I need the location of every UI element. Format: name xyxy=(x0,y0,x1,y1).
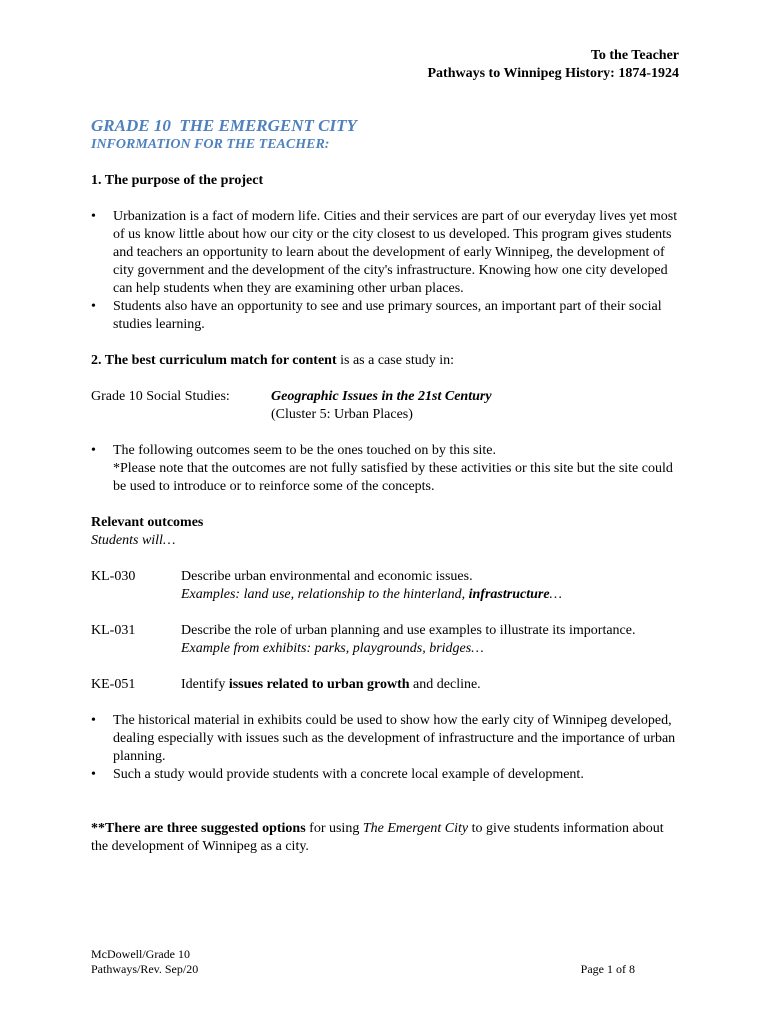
list-item: • Such a study would provide students with a concrete local example of development. xyxy=(91,766,681,784)
outcome-description xyxy=(181,676,681,694)
closing-bullet-list xyxy=(91,712,681,784)
suggested-options-paragraph xyxy=(91,820,681,856)
example-prefix: Examples: land use, relationship to the hinterland, xyxy=(181,587,469,602)
options-italic: The Emergent City xyxy=(362,821,469,836)
outcome-ke-051 xyxy=(91,676,681,694)
outcome-text: Describe the role of urban planning and use examples to illustrate its importance. xyxy=(181,623,636,638)
outcome-code: KE-051 xyxy=(91,677,136,692)
options-middle: for using xyxy=(305,821,363,836)
list-item: • Students also have an opportunity to see and use primary sources, an important part of their social studies learning. xyxy=(91,298,681,334)
options-rest: to give students information about the development of Winnipeg as a city. xyxy=(91,821,664,854)
footer-author: McDowell/Grade 10 xyxy=(91,947,190,961)
outcome-description xyxy=(181,568,681,604)
desc-suffix: and decline. xyxy=(409,677,481,692)
course-title: Geographic Issues in the 21st Century xyxy=(271,389,492,404)
section-2-heading-bold: 2. The best curriculum match for content xyxy=(91,353,337,368)
options-bold: **There are three suggested options xyxy=(91,821,306,836)
document-subtitle: INFORMATION FOR THE TEACHER: xyxy=(91,137,330,152)
outcome-kl-031 xyxy=(91,622,681,658)
section-2-heading-rest: is as a case study in: xyxy=(336,353,455,368)
footer-revision: Pathways/Rev. Sep/20 xyxy=(91,962,199,976)
outcomes-note-line-1: • The following outcomes seem to be the ones touched on by this site. xyxy=(113,443,496,458)
outcome-text: Describe urban environmental and economic issues. xyxy=(181,569,473,584)
running-header xyxy=(428,47,680,83)
students-will-intro: Students will… xyxy=(91,533,176,548)
outcome-code: KL-030 xyxy=(91,569,136,584)
relevant-outcomes-heading: Relevant outcomes xyxy=(91,515,204,530)
desc-bold: issues related to urban growth xyxy=(228,677,410,692)
list-item: • The historical material in exhibits could be used to show how the early city of Winnipeg developed, dealing especially with issues such as the development of infrastructure and the importance of urban planning. xyxy=(91,712,681,766)
list-item: • Urbanization is a fact of modern life. Cities and their services are part of our everyday lives yet most of us know little about how our city or the city closest to us developed. This program gives students and teachers an opportunity to learn about the development of early Winnipeg, the development of city government and the development of the city's infrastructure. Knowing how one city developed can help students when they are examining other urban places. xyxy=(91,208,681,298)
desc-prefix: Identify xyxy=(181,677,229,692)
outcomes-note-list xyxy=(91,442,681,496)
outcome-code: KL-031 xyxy=(91,623,136,638)
course-info xyxy=(271,388,492,424)
section-1-heading: 1. The purpose of the project xyxy=(91,173,264,188)
outcome-description xyxy=(181,622,681,658)
footer-left xyxy=(91,947,198,977)
page-number: Page 1 of 8 xyxy=(580,962,635,976)
grade-label: Grade 10 Social Studies: xyxy=(91,389,230,404)
document-title: GRADE 10 THE EMERGENT CITY xyxy=(91,116,357,135)
outcomes-note-line-2: *Please note that the outcomes are not fully satisfied by these activities or this site but the site could be used to introduce or to reinforce some of the concepts. xyxy=(113,461,673,494)
outcome-example: Example from exhibits: parks, playgrounds, bridges… xyxy=(181,641,484,656)
main-content xyxy=(91,116,681,856)
section-2-heading xyxy=(91,352,681,370)
curriculum-row xyxy=(91,388,681,424)
example-bold: infrastructure xyxy=(468,587,550,602)
course-cluster: (Cluster 5: Urban Places) xyxy=(271,407,413,422)
example-suffix: … xyxy=(549,587,562,602)
header-line-2: Pathways to Winnipeg History: 1874-1924 xyxy=(427,66,679,81)
purpose-bullet-list xyxy=(91,208,681,334)
list-item xyxy=(91,442,681,496)
outcome-kl-030 xyxy=(91,568,681,604)
outcome-example xyxy=(181,586,681,604)
header-line-1: To the Teacher xyxy=(590,48,679,63)
